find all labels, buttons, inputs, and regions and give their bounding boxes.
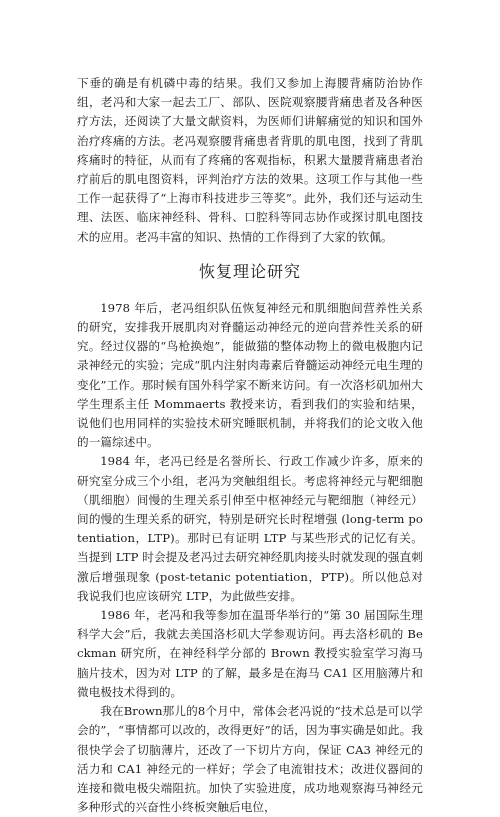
document-page [77, 74, 423, 817]
paragraph-5: 我在Brown那儿的8个月中，常体会老冯说的“技术总是可以学会的”，“事情都可以改的，改得更好”的话，因为事实确是如此。我很快学会了切脑薄片，还改了一下切片方向，保证 CA3 神经元的活力和 CA1 神经元的一样好；学会了电流钳技术；改进仪器间的连接和微电极尖端阻抗。加快了实验进度，成功地观察海马神经元多种形式的兴奋性小终板突触后电位， [77, 704, 423, 815]
paragraph-4: 1986 年，老冯和我等参加在温哥华举行的“第 30 届国际生理科学大会”后，我就去美国洛杉矶大学参观访问。再去洛杉矶的 Beckman 研究所，在神经科学分部的 Brown 教授实验室学习海马脑片技术，因为对 LTP 的了解，最多是在海马 CA1 区用脑薄片和微电极技术得到的。 [77, 608, 423, 699]
paragraph-2: 1978 年后，老冯组织队伍恢复神经元和肌细胞间营养性关系的研究，安排我开展肌肉对脊髓运动神经元的逆向营养性关系的研究。经过仪器的“鸟枪换炮”，能做猫的整体动物上的微电极胞内记录神经元的实验；完成“肌内注射肉毒素后脊髓运动神经元电生理的变化”工作。那时候有国外科学家不断来访问。有一次洛杉矶加州大学生理系主任 Mommaerts 教授来访，看到我们的实验和结果，说他们也用同样的实验技术研究睡眠机制，并将我们的论文收入他的一篇综述中。 [77, 300, 423, 450]
paragraph-3: 1984 年，老冯已经是名誉所长、行政工作减少许多，原来的研究室分成三个小组，老冯为突触组组长。考虑将神经元与靶细胞（肌细胞）间慢的生理关系引伸至中枢神经元与靶细胞（神经元）间的慢的生理关系的研究，特别是研究长时程增强 (long-term potentiation，LTP)。那时已有证明 LTP 与某些形式的记忆有关。当提到 LTP 时会提及老冯过去研究神经肌肉接头时就发现的强直刺激后增强现象 (post-tetanic potentiation，PTP)。所以他总对我说我们也应该研究 LTP，为此做些安排。 [77, 454, 423, 603]
section-title: 恢复理论研究 [198, 261, 301, 281]
paragraph-1: 下垂的确是有机磷中毒的结果。我们又参加上海腰背痛防治协作组，老冯和大家一起去工厂、部队、医院观察腰背痛患者及各种医疗方法，还阅读了大量文献资料，为医师们讲解痛觉的知识和国外治疗疼痛的方法。老冯观察腰背痛患者背肌的肌电图，找到了背肌疼痛时的特征，从而有了疼痛的客观指标，积累大量腰背痛患者治疗前后的肌电图资料，评判治疗方法的效果。这项工作与其他一些工作一起获得了“上海市科技进步三等奖”。此外，我们还与运动生理、法医、临床神经科、骨科、口腔科等同志协作或探讨肌电图技术的应用。老冯丰富的知识、热情的工作得到了大家的钦佩。 [77, 76, 423, 244]
